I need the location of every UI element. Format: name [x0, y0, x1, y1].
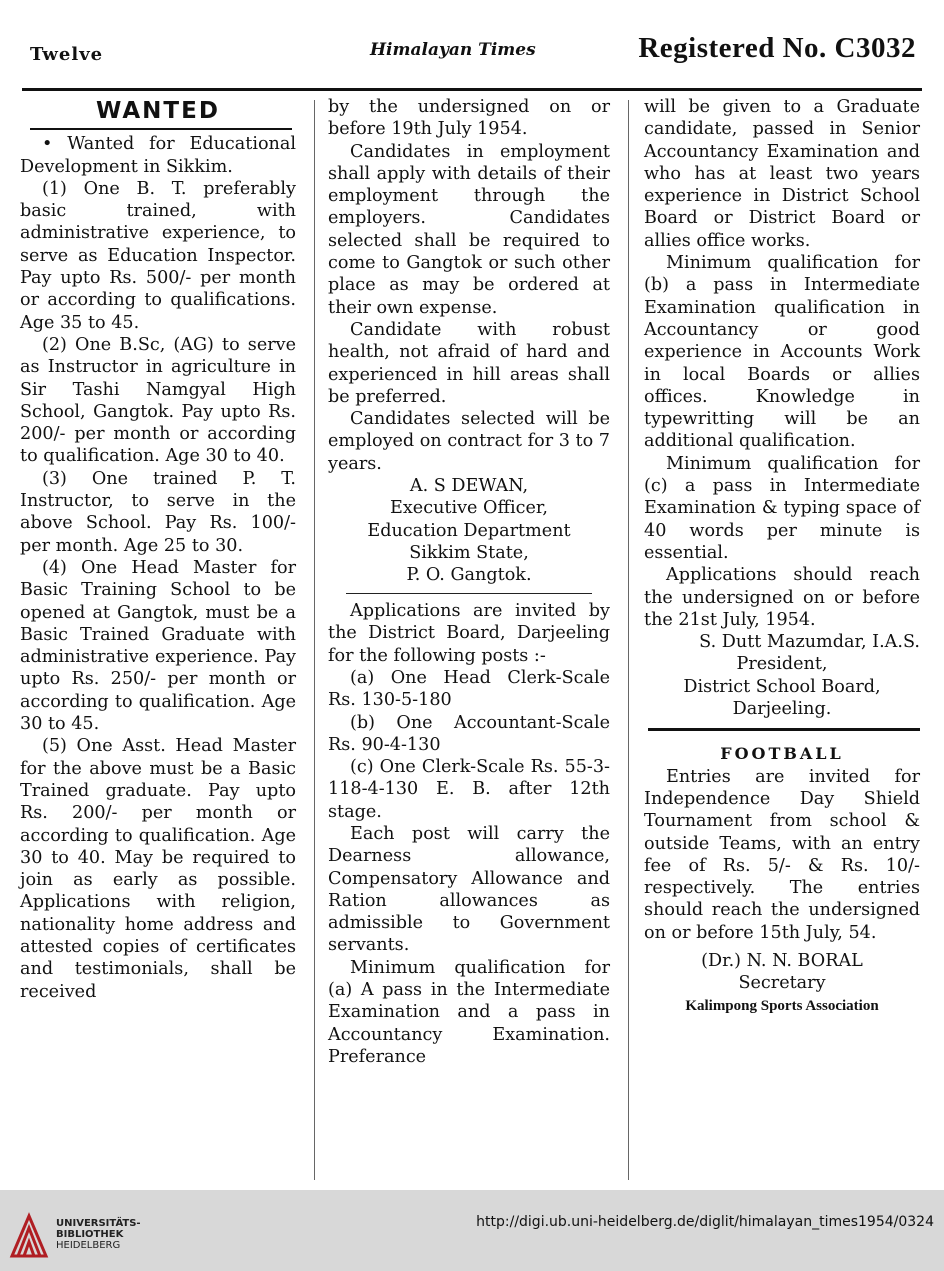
library-name-line: UNIVERSITÄTS- [56, 1218, 141, 1229]
football-paragraph: Entries are invited for Independence Day Shield Tournament from school & outside Teams, with an entry fee of Rs. 5/- & Rs. 10/- respectively. The entries should reach the undersigned on or before 15th July, 54. [644, 766, 920, 943]
column-education-ads [328, 96, 610, 1068]
ad-paragraph: (b) One Accountant-Scale Rs. 90-4-130 [328, 712, 610, 755]
library-name-line: HEIDELBERG [56, 1240, 121, 1251]
viewer-footer [0, 1200, 944, 1271]
newspaper-title: Himalayan Times [370, 40, 536, 60]
signature-name: S. Dutt Mazumdar, I.A.S. [699, 632, 920, 653]
ad-paragraph: (2) One B.Sc, (AG) to serve as Instructor in agriculture in Sir Tashi Namgyal High School, Gangtok. Pay upto Rs. 200/- per month or according to qualification. Age 30 to 40. [20, 334, 296, 467]
football-heading: FOOTBALL [720, 744, 844, 764]
ad-paragraph: (c) One Clerk-Scale Rs. 55-3-118-4-130 E. B. after 12th stage. [328, 757, 610, 822]
signature-post: P. O. Gangtok. [406, 565, 532, 586]
heading-rule [30, 128, 292, 130]
column-district-board-and-football [644, 96, 920, 1017]
ad-paragraph: Minimum qualification for (c) a pass in Intermediate Examination & typing space of 40 words per minute is essential. [644, 453, 920, 563]
ad-paragraph: (a) One Head Clerk-Scale Rs. 130-5-180 [328, 667, 610, 711]
header-rule [22, 88, 922, 91]
ad-paragraph: Applications should reach the undersigned on or before the 21st July, 1954. [644, 565, 920, 630]
football-organization: Kalimpong Sports Association [685, 997, 879, 1014]
signature-place: Darjeeling. [732, 699, 832, 720]
ad-paragraph: Each post will carry the Dearness allowance, Compensatory Allowance and Ration allowances as admissible to Government servants. [328, 824, 610, 956]
signature-state: Sikkim State, [409, 542, 529, 563]
column-divider [628, 100, 629, 1180]
section-rule [648, 728, 920, 731]
ad-paragraph: (3) One trained P. T. Instructor, to serve in the above School. Pay Rs. 100/- per month. Age 25 to 30. [20, 468, 296, 556]
column-wanted [20, 96, 296, 1003]
ad-paragraph: Candidates in employment shall apply with details of their employment through the employers. Candidates selected shall be required to come to Gangtok or such other place as may be ordered at their own expense. [328, 141, 610, 318]
ad-paragraph: Minimum qualification for (b) a pass in Intermediate Examination qualification in Accountancy or good experience in Accounts Work in local Boards or allies offices. Knowledge in typewritting will be an additional qualification. [644, 253, 920, 452]
signature-title: Executive Officer, [390, 498, 548, 519]
source-url-link[interactable]: http://digi.ub.uni-heidelberg.de/diglit/himalayan_times1954/0324 [476, 1214, 934, 1230]
ad-paragraph: Candidate with robust health, not afraid of hard and experienced in hill areas shall be preferred. [328, 319, 610, 407]
signature-dept: Education Department [367, 520, 571, 541]
library-name [56, 1218, 141, 1251]
signature-name: A. S DEWAN, [409, 476, 529, 497]
football-signer: (Dr.) N. N. BORAL [701, 950, 863, 971]
column-divider [314, 100, 315, 1180]
ad-paragraph: (5) One Asst. Head Master for the above must be a Basic Trained graduate. Pay upto Rs. 200/- per month or according to qualification. Age 30 to 40. May be required to join as early as possible. Applications with religion, nationality home address and attested copies of certificates and testimonials, shall be received [20, 736, 296, 1002]
page-number-label: Twelve [30, 44, 104, 65]
ad-paragraph: by the undersigned on or before 19th July 1954. [328, 97, 610, 140]
ad-paragraph: (4) One Head Master for Basic Training School to be opened at Gangtok, must be a Basic Trained Graduate with administrative experience. Pay upto Rs. 250/- per month or according to qualification. Age 30 to 45. [20, 557, 296, 735]
ad-paragraph: (1) One B. T. preferably basic trained, with administrative experience, to serve as Education Inspector. Pay upto Rs. 500/- per month or according to qualifications. Age 35 to 45. [20, 178, 296, 333]
university-library-logo-icon [8, 1210, 50, 1260]
signature-title: President, [736, 654, 828, 675]
ad-paragraph: will be given to a Graduate candidate, passed in Senior Accountancy Examination and who has at least two years experience in District School Board or District Board or allies office works. [644, 97, 920, 251]
ad-paragraph: Candidates selected will be employed on contract for 3 to 7 years. [328, 409, 610, 474]
registration-number: Registered No. C3032 [638, 32, 916, 64]
wanted-heading: WANTED [96, 98, 220, 124]
section-rule [346, 593, 592, 595]
ad-paragraph: Applications are invited by the District Board, Darjeeling for the following posts :- [328, 601, 610, 666]
library-name-line: BIBLIOTHEK [56, 1229, 124, 1240]
signature-org: District School Board, [683, 676, 881, 697]
ad-paragraph: • Wanted for Educational Development in Sikkim. [20, 134, 296, 177]
ad-paragraph: Minimum qualification for (a) A pass in the Intermediate Examination and a pass in Accountancy Examination. Preferance [328, 957, 610, 1067]
football-signer-title: Secretary [738, 973, 826, 994]
